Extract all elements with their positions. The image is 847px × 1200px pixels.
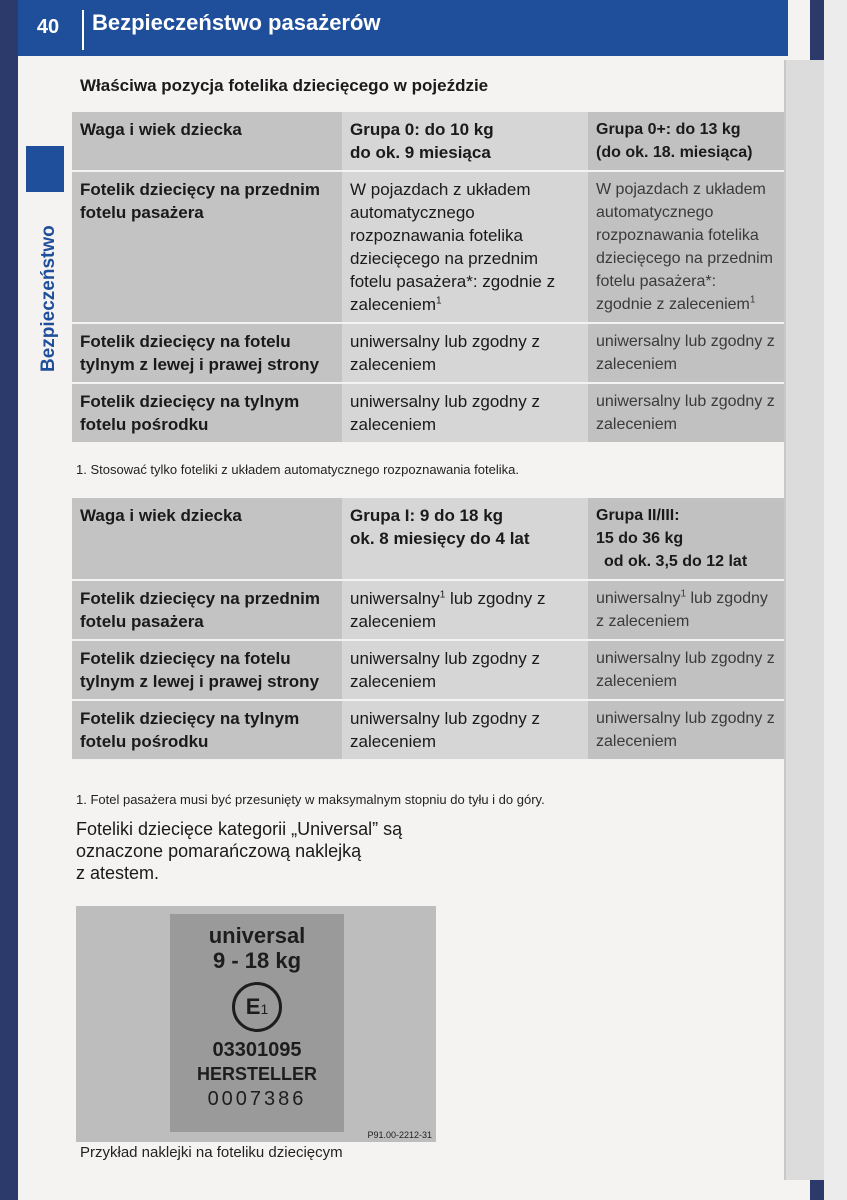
sticker-serial: 0007386: [207, 1088, 307, 1110]
page-number: 40: [36, 16, 60, 38]
table-cell: uniwersalny$^1$ lub zgodny z zaleceniem: [342, 580, 588, 640]
header-divider: [82, 10, 84, 50]
approval-sticker: [170, 914, 344, 1132]
header-cell-group-0-plus: Grupa 0+: do 13 kg (do ok. 18. miesiąca): [588, 112, 784, 171]
page-header: [18, 0, 788, 56]
table1-footnote: 1. Stosować tylko foteliki z układem automatycznego rozpoznawania fotelika.: [76, 462, 519, 477]
row-label: Fotelik dziecięcy na tylnym fotelu pośrodku: [72, 383, 342, 443]
sticker-manufacturer: HERSTELLER: [196, 1064, 317, 1084]
table-cell: uniwersalny lub zgodny z zaleceniem: [588, 640, 784, 700]
image-caption: Przykład naklejki na foteliku dziecięcym: [80, 1144, 343, 1161]
universal-label-paragraph: Foteliki dziecięce kategorii „Universal” są oznaczone pomarańczową naklejką z atestem.: [76, 819, 403, 883]
adjacent-page-strip: [784, 60, 824, 1180]
image-code: P91.00-2212-31: [367, 1130, 432, 1140]
row-label: Fotelik dziecięcy na tylnym fotelu pośrodku: [72, 700, 342, 760]
table-cell: uniwersalny lub zgodny z zaleceniem: [342, 700, 588, 760]
table-row: [72, 323, 784, 383]
header-cell-group-1: Grupa I: 9 do 18 kg ok. 8 miesięcy do 4 lat: [342, 498, 588, 580]
table-cell: uniwersalny lub zgodny z zaleceniem: [588, 700, 784, 760]
table-cell: uniwersalny lub zgodny z zaleceniem: [588, 323, 784, 383]
table-row: [72, 580, 784, 640]
table-cell: uniwersalny lub zgodny z zaleceniem: [342, 640, 588, 700]
chapter-tab: [18, 146, 64, 398]
chapter-tab-marker: [26, 146, 64, 192]
table-cell: uniwersalny lub zgodny z zaleceniem: [342, 323, 588, 383]
table-cell: W pojazdach z układem automatycznego rozpoznawania fotelika dziecięcego na przednim fotelu pasażera*: zgodnie z zaleceniem$^1$: [342, 171, 588, 323]
approval-label-image: [76, 906, 436, 1142]
row-label: Fotelik dziecięcy na fotelu tylnym z lewej i prawej strony: [72, 640, 342, 700]
chapter-tab-label: Bezpieczeństwo: [38, 225, 59, 373]
table-header-row: [72, 498, 784, 580]
page-edge: [824, 0, 847, 1200]
row-label: Fotelik dziecięcy na przednim fotelu pasażera: [72, 171, 342, 323]
header-cell-weight-age: Waga i wiek dziecka: [72, 112, 342, 171]
table-cell: uniwersalny$^1$ lub zgodny z zaleceniem: [588, 580, 784, 640]
section-heading: Właściwa pozycja fotelika dziecięcego w pojeździe: [80, 76, 489, 95]
e-mark-icon: E1: [232, 982, 282, 1032]
sticker-approval-number: 03301095: [212, 1039, 302, 1061]
row-label: Fotelik dziecięcy na przednim fotelu pasażera: [72, 580, 342, 640]
row-label: Fotelik dziecięcy na fotelu tylnym z lewej i prawej strony: [72, 323, 342, 383]
table-row: [72, 383, 784, 443]
sticker-weight-range: 9 - 18 kg: [212, 948, 302, 973]
table-cell: uniwersalny lub zgodny z zaleceniem: [588, 383, 784, 443]
table2-footnote: 1. Fotel pasażera musi być przesunięty w maksymalnym stopniu do tyłu i do góry.: [76, 792, 545, 807]
table-cell: W pojazdach z układem automatycznego rozpoznawania fotelika dziecięcego na przednim fotelu pasażera*: zgodnie z zaleceniem$^1$: [588, 171, 784, 323]
sticker-category: universal: [208, 923, 306, 948]
table-cell: uniwersalny lub zgodny z zaleceniem: [342, 383, 588, 443]
table-header-row: [72, 112, 784, 171]
seat-position-table-1: [72, 112, 784, 444]
table-row: [72, 700, 784, 760]
header-cell-group-0: Grupa 0: do 10 kg do ok. 9 miesiąca: [342, 112, 588, 171]
table-row: [72, 171, 784, 323]
page-title: Bezpieczeństwo pasażerów: [92, 10, 381, 35]
header-cell-weight-age: Waga i wiek dziecka: [72, 498, 342, 580]
header-cell-group-2-3: Grupa II/III: 15 do 36 kg od ok. 3,5 do 12 lat: [588, 498, 784, 580]
table-row: [72, 640, 784, 700]
seat-position-table-2: [72, 498, 784, 761]
